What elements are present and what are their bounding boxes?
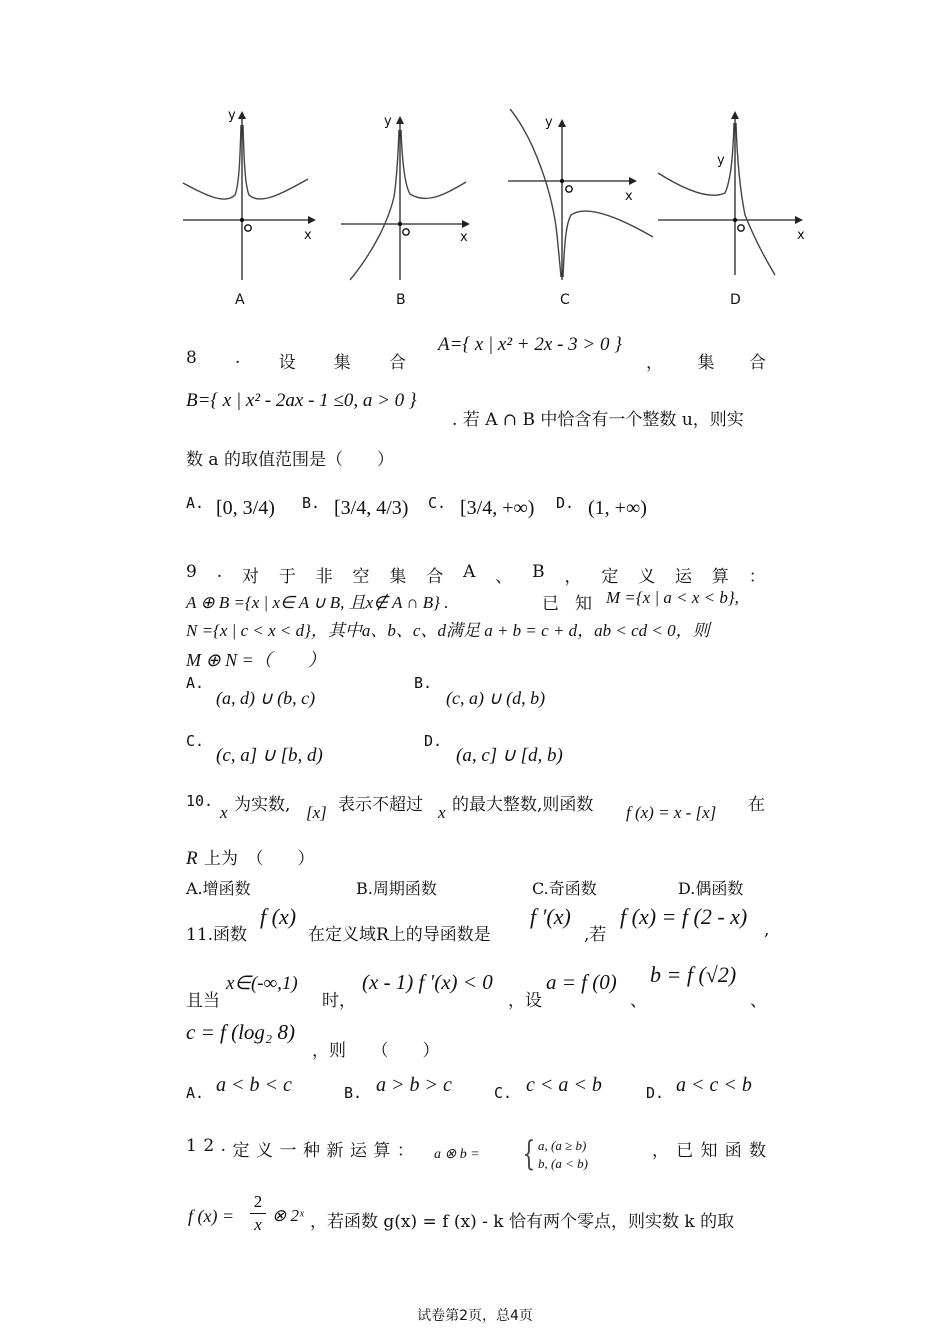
q8-option-c-label: C.	[428, 494, 447, 512]
q10-text-5: 上为 （ ）	[204, 849, 315, 869]
q11-text-1: 在定义域R上的导函数是	[308, 925, 491, 945]
q12-c0: 1	[186, 1136, 197, 1156]
q11-text-5: 时，	[322, 991, 356, 1011]
q11-option-d-label: D.	[646, 1084, 665, 1102]
q11-text-3: ,	[764, 920, 770, 940]
q11-option-c-label: C.	[494, 1084, 513, 1102]
q10-function: f (x) = x - [x]	[626, 803, 717, 822]
q8-comma: ，	[646, 353, 663, 373]
q8-char-he: 合	[388, 353, 406, 373]
q9-c2: 对	[241, 567, 259, 587]
q12-t4: 数	[749, 1141, 766, 1161]
q12-frac-denominator: x	[254, 1215, 262, 1234]
q11-option-b-value: a > b > c	[376, 1074, 452, 1096]
q12-c7: 新	[326, 1141, 344, 1161]
q12-t0: ，	[652, 1141, 669, 1161]
q12-fx-rhs: ⊗ 2ˣ	[272, 1206, 304, 1225]
q9-c14: 运	[675, 567, 693, 587]
q12-def-brace: {	[522, 1134, 536, 1174]
q11-text-4: 且当	[186, 991, 220, 1011]
q12-c2: .	[220, 1136, 227, 1156]
q10-text-4: 在	[748, 795, 765, 815]
q9-c11: ，	[564, 567, 582, 587]
q12-fx-lhs: f (x) =	[188, 1206, 235, 1226]
q12-operation-definition	[434, 1134, 654, 1174]
page-footer: 试卷第2页，总4页	[417, 1308, 533, 1324]
q12-def-case-1: a, (a ≥ b)	[538, 1138, 587, 1153]
q9-c8: A	[463, 562, 476, 582]
q9-option-a-value: (a, d) ∪ (b, c)	[216, 688, 316, 708]
q10-floor-x: [x]	[306, 803, 327, 822]
q12-frac-bar	[250, 1213, 266, 1214]
q9-line1	[186, 562, 766, 587]
q10-option-b: B.周期函数	[356, 879, 437, 898]
q10-number: 10.	[186, 792, 214, 810]
q11-number: 11.函数	[186, 925, 248, 945]
q9-c3: 于	[278, 567, 296, 587]
q9-c6: 集	[389, 567, 407, 587]
q11-sep-2: 、	[750, 991, 767, 1011]
graph-b	[338, 112, 478, 287]
q9-option-c-label: C.	[186, 732, 205, 750]
q8-option-d-label: D.	[556, 494, 575, 512]
graph-d	[655, 105, 815, 285]
q11-fx: f (x)	[260, 904, 297, 929]
q10-text-2: 表示不超过	[338, 795, 423, 815]
q11-condition: x∈(-∞,1)	[226, 973, 298, 994]
q11-option-b-label: B.	[344, 1084, 363, 1102]
q12-frac-numerator: 2	[253, 1192, 263, 1211]
q8-char-ji: 集	[333, 353, 351, 373]
graph-d-y-label: y	[717, 153, 725, 168]
q12-t1: 已	[676, 1141, 694, 1161]
q10-option-c: C.奇函数	[532, 879, 597, 898]
q11-text-7: ，则 （ ）	[312, 1041, 440, 1061]
q9-char-zhi: 知	[575, 594, 592, 614]
q8-option-b-value: [3/4, 4/3)	[334, 497, 409, 519]
q8-dot: .	[235, 348, 241, 368]
q12-def-case-2: b, (a < b)	[538, 1156, 588, 1171]
q8-option-b-label: B.	[302, 494, 321, 512]
graph-label-b: B	[396, 292, 406, 308]
q8-char-she: 设	[278, 353, 296, 373]
q9-c0: 9	[186, 562, 197, 582]
q8-line1-right	[646, 348, 766, 373]
q11-option-a-label: A.	[186, 1084, 205, 1102]
q11-text-6: ，设	[508, 991, 542, 1011]
q8-option-a-value: [0, 3/4)	[216, 497, 275, 519]
graph-b-x-label: x	[460, 230, 468, 245]
graph-a	[180, 105, 320, 285]
q9-char-yi: 已	[542, 594, 559, 614]
q10-text-3: 的最大整数,则函数	[452, 795, 594, 815]
graph-label-c: C	[560, 292, 570, 308]
q12-c4: 义	[256, 1141, 273, 1161]
q8-option-c-value: [3/4, +∞)	[460, 497, 535, 519]
q12-head	[186, 1136, 414, 1161]
q8-line2-text: . 若 A ∩ B 中恰含有一个整数 u，则实	[452, 410, 744, 430]
q11-b-def: b = f (√2)	[650, 962, 737, 987]
q12-t2: 知	[700, 1141, 718, 1161]
graph-c-x-label: x	[625, 189, 633, 204]
q8-line1-left	[186, 348, 406, 373]
q9-c5: 空	[352, 567, 370, 587]
q10-var-x: x	[220, 803, 228, 822]
graph-b-plot	[338, 112, 478, 287]
q8-set-b: B={ x | x² - 2ax - 1 ≤0, a > 0 }	[186, 390, 417, 411]
q9-c4: 非	[315, 567, 333, 587]
q9-definition: A ⊕ B ={x | x∈ A ∪ B, 且x∉ A ∩ B} .	[186, 593, 449, 612]
q12-t3: 函	[724, 1141, 742, 1161]
q8-option-a-label: A.	[186, 494, 205, 512]
q9-line2-tail	[542, 589, 592, 614]
q10-var-x2: x	[438, 803, 446, 822]
graph-c-plot	[505, 105, 660, 285]
q11-sep-1: 、	[630, 991, 647, 1011]
graph-c	[505, 105, 660, 285]
q9-question: M ⊕ N =（ ）	[186, 650, 326, 670]
q9-c7: 合	[426, 567, 444, 587]
q11-inequality: (x - 1) f ′(x) < 0	[362, 970, 493, 994]
q12-c9: 算	[373, 1141, 391, 1161]
q11-a-def: a = f (0)	[546, 970, 617, 994]
q9-option-b-value: (c, a) ∪ (d, b)	[446, 688, 546, 708]
q9-c15: 算	[711, 567, 729, 587]
q11-symmetry: f (x) = f (2 - x)	[620, 904, 748, 929]
graph-b-y-label: y	[384, 114, 392, 129]
q9-option-d-value: (a, c] ∪ [d, b)	[456, 745, 563, 766]
q9-c13: 义	[638, 567, 656, 587]
q10-option-d: D.偶函数	[678, 879, 744, 898]
q8-number: 8	[186, 348, 197, 368]
q9-line3: N ={x | c < x < d}，其中a、b、c、d满足 a + b = c + d，ab < cd < 0，则	[186, 621, 710, 640]
graph-c-y-label: y	[545, 115, 553, 130]
q11-derivative: f ′(x)	[530, 904, 571, 929]
q8-line3-text: 数 a 的取值范围是（ ）	[186, 450, 394, 470]
q11-text-2: ,若	[584, 925, 607, 945]
q10-text-1: 为实数,	[234, 795, 291, 815]
graph-label-d: D	[730, 292, 741, 308]
q11-option-c-value: c < a < b	[526, 1074, 602, 1096]
q9-c9: 、	[495, 567, 513, 587]
q11-c-def: c = f (log₂ 8)	[186, 1020, 295, 1044]
q9-option-d-label: D.	[424, 732, 443, 750]
q10-set-r: R	[186, 848, 198, 869]
q12-c10: ：	[396, 1141, 414, 1161]
q8-set-a: A={ x | x² + 2x - 3 > 0 }	[438, 334, 622, 355]
q8-char-ji2: 集	[697, 353, 715, 373]
graph-d-plot	[655, 105, 815, 285]
q9-option-c-value: (c, a] ∪ [b, d)	[216, 745, 323, 766]
graph-label-a: A	[235, 292, 245, 308]
q9-c12: 定	[601, 567, 619, 587]
q9-option-b-label: B.	[414, 674, 433, 692]
graph-a-x-label: x	[304, 228, 312, 243]
q12-c3: 定	[232, 1141, 250, 1161]
q12-c5: 一	[279, 1141, 297, 1161]
q12-c8: 运	[349, 1141, 367, 1161]
q12-c1: 2	[203, 1136, 215, 1156]
q9-option-a-label: A.	[186, 674, 205, 692]
q11-option-d-value: a < c < b	[676, 1074, 752, 1096]
q9-c10: B	[532, 562, 545, 582]
q10-option-a: A.增函数	[186, 879, 251, 898]
q12-def-left: a ⊗ b =	[434, 1147, 480, 1162]
graph-d-x-label: x	[797, 228, 805, 243]
q12-c6: 种	[302, 1141, 320, 1161]
graph-a-y-label: y	[228, 108, 236, 123]
q8-option-d-value: (1, +∞)	[588, 497, 647, 519]
graph-a-plot	[180, 105, 320, 285]
q12-fraction	[250, 1192, 266, 1235]
q9-c16: ：	[748, 567, 766, 587]
q9-c1: .	[216, 562, 223, 582]
q12-head-tail	[652, 1136, 766, 1161]
q8-char-he2: 合	[749, 353, 766, 373]
q12-line2-text: ，若函数 g(x) = f (x) - k 恰有两个零点，则实数 k 的取	[310, 1212, 735, 1232]
q9-set-m: M ={x | a < x < b},	[606, 588, 739, 607]
q11-option-a-value: a < b < c	[216, 1074, 292, 1096]
